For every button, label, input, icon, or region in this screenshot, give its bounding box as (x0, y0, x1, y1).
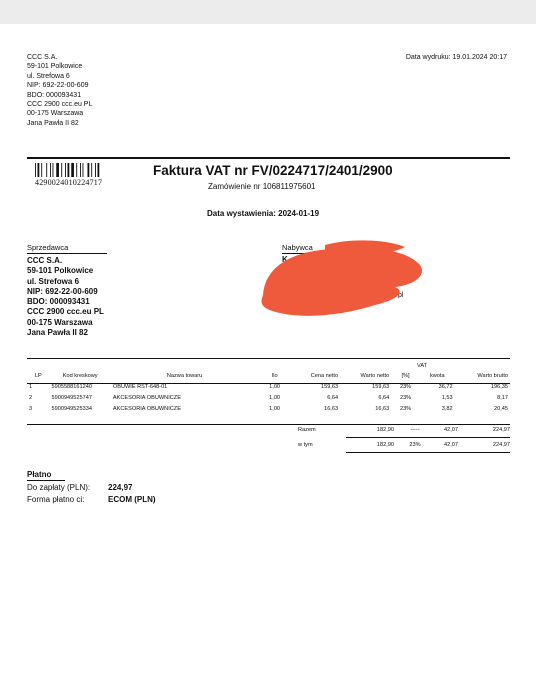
buyer-heading: Nabywca (282, 243, 313, 252)
col-header-qty: Ilo (271, 372, 278, 379)
seller-header-line: NIP: 692-22-00-609 (27, 82, 89, 90)
seller-header-line: CCC 2900 ccc.eu PL (27, 101, 93, 109)
seller-line: CCC S.A. (27, 256, 63, 265)
method-label: Forma płatno ci: (27, 495, 85, 504)
table-row (27, 392, 510, 403)
col-header-barcode: Kod kreskowy (62, 372, 98, 379)
seller-line: Jana Pawła II 82 (27, 328, 88, 338)
table-cell: 23% (399, 383, 412, 390)
col-header-name: Nazwa towaru (166, 372, 203, 379)
invoice-title: Faktura VAT nr FV/0224717/2401/2900 (153, 163, 393, 178)
col-header-net-price: Cena netto (310, 372, 339, 379)
method-value: ECOM (PLN) (108, 495, 156, 504)
barcode-number: 4290024010224717 (35, 178, 103, 187)
col-header-lp: LP (34, 372, 42, 379)
table-cell: OBUWIE RST-648-01 (112, 383, 168, 390)
col-header-net-value: Warto netto (360, 372, 390, 379)
table-cell: 159,63 (320, 383, 339, 390)
totals-cell: 224,97 (492, 442, 510, 448)
col-header-vat-rate: [%] (401, 372, 410, 379)
seller-header-line: 59-101 Polkowice (27, 63, 83, 71)
table-header-rule (27, 383, 510, 384)
table-cell: 159,63 (372, 383, 390, 390)
totals-cell: 182,90 (376, 442, 394, 448)
seller-header (27, 53, 92, 128)
table-cell: 36,72 (438, 383, 453, 390)
table-cell: 1,00 (269, 405, 281, 412)
seller-line: 00-175 Warszawa (27, 317, 93, 327)
payment-heading-underline (27, 480, 65, 481)
totals-cell: 42,07 (444, 427, 458, 433)
table-cell: 3,82 (441, 405, 453, 412)
header-divider (27, 157, 510, 159)
table-cell: 1,00 (269, 383, 281, 390)
table-body-rule (27, 424, 510, 425)
table-cell: 5905588161240 (51, 383, 92, 390)
seller-line: BDO: 000093431 (27, 297, 90, 307)
totals-rule (346, 437, 510, 438)
totals-label: Razem (298, 427, 316, 433)
due-label: Do zapłaty (PLN): (27, 483, 91, 492)
totals-cell: 224,97 (492, 427, 510, 433)
table-cell: 3 (29, 405, 33, 412)
table-cell: 2 (29, 394, 33, 401)
issue-date: Data wystawienia: 2024-01-19 (207, 209, 320, 218)
seller-line: CCC 2900 ccc.eu PL (27, 307, 104, 317)
col-header-gross-value: Warto brutto (477, 372, 508, 379)
seller-header-line: BDO: 000093431 (27, 91, 82, 99)
seller-details (27, 256, 104, 338)
print-date: Data wydruku: 19.01.2024 20:17 (405, 54, 507, 61)
table-cell: 23% (399, 405, 412, 412)
table-cell: 196,35 (490, 383, 508, 390)
table-cell: 16,63 (324, 405, 339, 412)
col-header-vat-amount: kwota (429, 372, 445, 379)
payment-heading: Płatno (27, 470, 52, 479)
table-header-row (27, 370, 510, 381)
buyer-line: pl (398, 292, 404, 299)
totals-cell: 182,90 (376, 427, 394, 433)
seller-heading-underline (27, 253, 107, 254)
seller-header-line: ul. Strefowa 6 (27, 72, 70, 80)
table-cell: 23% (399, 394, 412, 401)
table-cell: 5900949525747 (51, 394, 92, 401)
table-row (27, 403, 510, 414)
table-cell: AKCESORIA OBUWNICZE (112, 405, 181, 412)
table-cell: 6,64 (327, 394, 339, 401)
seller-header-line: 00-175 Warszawa (27, 110, 84, 118)
top-bar (0, 0, 536, 24)
vat-group-header: VAT (417, 363, 428, 369)
table-cell: 16,63 (375, 405, 390, 412)
seller-header-line: CCC S.A. (27, 54, 58, 61)
barcode-icon (35, 163, 105, 177)
totals-cell: ----- (410, 427, 420, 433)
table-cell: 8,17 (497, 394, 508, 401)
order-number: Zamówienie nr 106811975601 (208, 182, 316, 191)
totals-cell: 23% (409, 442, 421, 448)
table-cell: 1,00 (269, 394, 281, 401)
table-cell: 1 (29, 383, 33, 390)
buyer-line: K (282, 255, 288, 264)
totals-rule (346, 452, 510, 453)
redaction-scribble (255, 235, 425, 325)
seller-heading: Sprzedawca (27, 243, 69, 252)
seller-line: 59-101 Polkowice (27, 266, 94, 276)
table-cell: 20,45 (494, 405, 508, 412)
due-value: 224,97 (108, 483, 133, 492)
totals-cell: 42,07 (444, 442, 458, 448)
table-cell: AKCESORIA OBUWNICZE (112, 394, 181, 401)
items-table (27, 358, 510, 414)
seller-line: NIP: 692-22-00-609 (27, 286, 98, 296)
table-cell: 5900949525334 (51, 405, 92, 412)
totals-label: w tym (298, 442, 313, 448)
seller-header-line: Jana Pawła II 82 (27, 119, 79, 127)
table-cell: 1,53 (441, 394, 453, 401)
seller-line: ul. Strefowa 6 (27, 276, 80, 286)
table-cell: 6,64 (378, 394, 390, 401)
